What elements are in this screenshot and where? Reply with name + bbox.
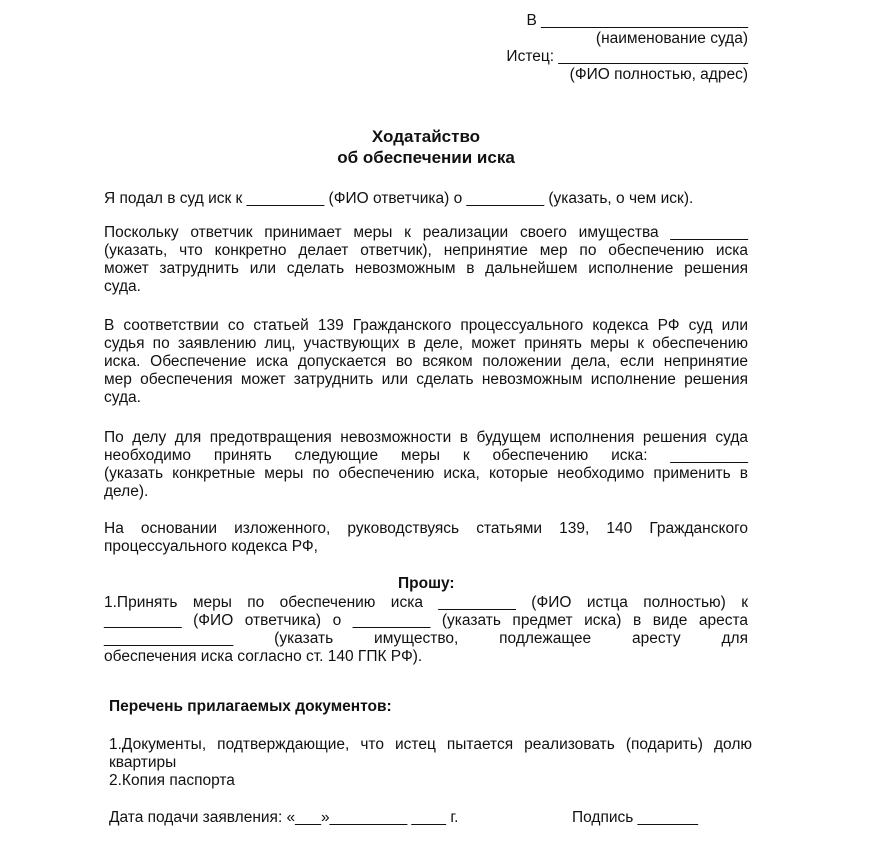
request-heading: Прошу: [398,575,455,592]
paragraph-line: Поскольку ответчик принимает меры к реализации своего имущества _________ [104,224,748,241]
paragraph-line: необходимо принять следующие меры к обеспечению иска: _________ [104,447,748,464]
attachments-heading: Перечень прилагаемых документов: [109,698,392,715]
document-title-line1: Ходатайство [371,127,481,146]
paragraph-legal-basis [104,317,748,407]
court-note: (наименование суда) [595,30,748,47]
submission-date: Дата подачи заявления: «___»_________ ____ г. [109,809,459,826]
attachment-line: квартиры [109,754,177,771]
paragraph-claim: Я подал в суд иск к _________ (ФИО ответчика) о _________ (указать, о чем иск). [104,190,694,207]
request-line: 1.Принять меры по обеспечению иска _________ (ФИО истца полностью) к [104,594,748,611]
request-line: _________ (ФИО ответчика) о _________ (указать предмет иска) в виде ареста [104,612,748,629]
paragraph-measures [104,429,748,501]
attachment-line: 1.Документы, подтверждающие, что истец пытается реализовать (подарить) долю [109,736,752,753]
signature: Подпись _______ [572,809,698,826]
paragraph-line: суда. [104,389,141,406]
plaintiff-line: Истец: ______________________ [506,48,748,65]
attachment-item-1 [109,736,752,772]
paragraph-line: По делу для предотвращения невозможности в будущем исполнения решения суда [104,429,748,446]
paragraph-line: суда. [104,278,141,295]
paragraph-line: В соответствии со статьей 139 Гражданского процессуального кодекса РФ суд или [104,317,748,334]
paragraph-line: (указать конкретные меры по обеспечению иска, которые необходимо применить в [104,465,748,482]
court-line: В ________________________ [526,12,748,29]
document-title-line2: об обеспечении иска [337,148,515,167]
paragraph-reason [104,224,748,296]
request-line: обеспечения иска согласно ст. 140 ГПК РФ). [104,648,423,665]
paragraph-line: На основании изложенного, руководствуясь статьями 139, 140 Гражданского [104,520,748,537]
paragraph-line: (указать, что конкретно делает ответчик), непринятие мер по обеспечению иска [104,242,748,259]
paragraph-line: процессуального кодекса РФ, [104,538,318,555]
attachment-item-2: 2.Копия паспорта [109,772,235,789]
request-line: _______________ (указать имущество, подлежащее аресту для [104,630,748,647]
paragraph-grounds [104,520,748,556]
paragraph-line: мер обеспечения может затруднить или сделать невозможным исполнение решения [104,371,748,388]
request-body [104,594,748,666]
paragraph-line: деле). [104,483,149,500]
plaintiff-note: (ФИО полностью, адрес) [569,66,748,83]
paragraph-line: может затруднить или сделать невозможным в дальнейшем исполнение решения [104,260,748,277]
paragraph-line: иска. Обеспечение иска допускается во всяком положении дела, если непринятие [104,353,748,370]
paragraph-line: судья по заявлению лиц, участвующих в деле, может принять меры к обеспечению [104,335,748,352]
